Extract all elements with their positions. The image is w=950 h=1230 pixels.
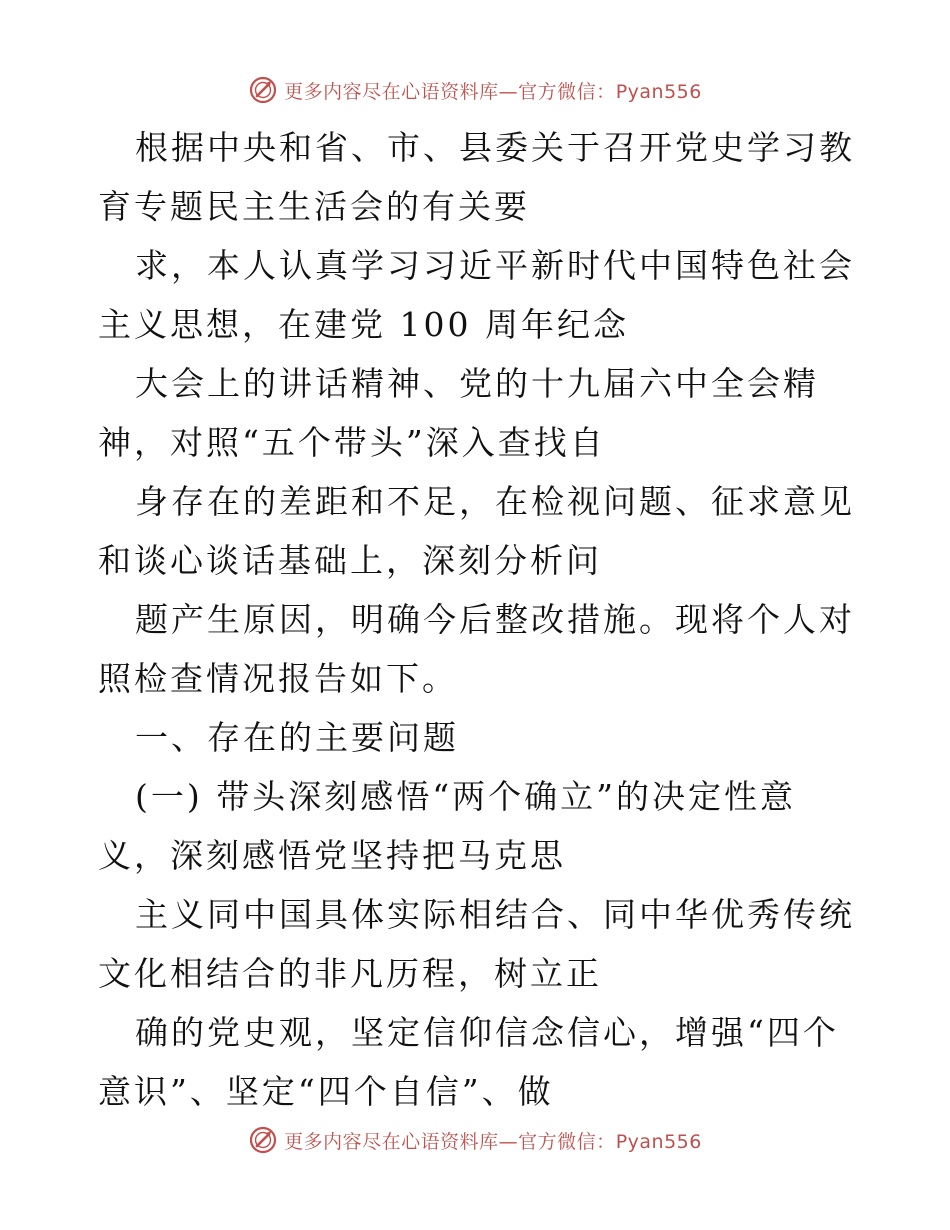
header-promo-text: 更多内容尽在心语资料库 (284, 80, 499, 103)
paragraph-1: 根据中央和省、市、县委关于召开党史学习教育专题民主生活会的有关要 (98, 128, 855, 226)
header-separator: — (498, 80, 519, 103)
section-heading: 一、存在的主要问题 (135, 718, 459, 757)
paragraph-9: 确的党史观，坚定信仰信念信心，增强“四个意识”、坚定“四个自信”、做 (98, 1013, 839, 1111)
paragraph-2: 求，本人认真学习习近平新时代中国特色社会主义思想，在建党 100 周年纪念 (98, 246, 855, 344)
footer-promo-text: 更多内容尽在心语资料库 (284, 1130, 499, 1153)
paragraph-5: 题产生原因，明确今后整改措施。现将个人对照检查情况报告如下。 (98, 600, 855, 698)
footer-handle: Pyan556 (615, 1130, 702, 1153)
seal-logo-icon (248, 75, 278, 105)
header-watermark-text (284, 77, 702, 104)
paragraph-7: (一) 带头深刻感悟“两个确立”的决定性意义，深刻感悟党坚持把马克思 (98, 777, 796, 875)
footer-official-label: 官方微信： (518, 1130, 616, 1153)
paragraph-3: 大会上的讲话精神、党的十九届六中全会精神，对照“五个带头”深入查找自 (98, 364, 819, 462)
paragraph-4: 身存在的差距和不足，在检视问题、征求意见和谈心谈话基础上，深刻分析问 (98, 482, 855, 580)
document-body (98, 118, 858, 1121)
paragraph-8: 主义同中国具体实际相结合、同中华优秀传统文化相结合的非凡历程，树立正 (98, 895, 855, 993)
header-official-label: 官方微信： (518, 80, 616, 103)
header-watermark (0, 70, 950, 110)
footer-watermark-text (284, 1127, 702, 1154)
header-handle: Pyan556 (615, 80, 702, 103)
footer-separator: — (498, 1130, 519, 1153)
seal-logo-icon (248, 1125, 278, 1155)
footer-watermark (0, 1120, 950, 1160)
